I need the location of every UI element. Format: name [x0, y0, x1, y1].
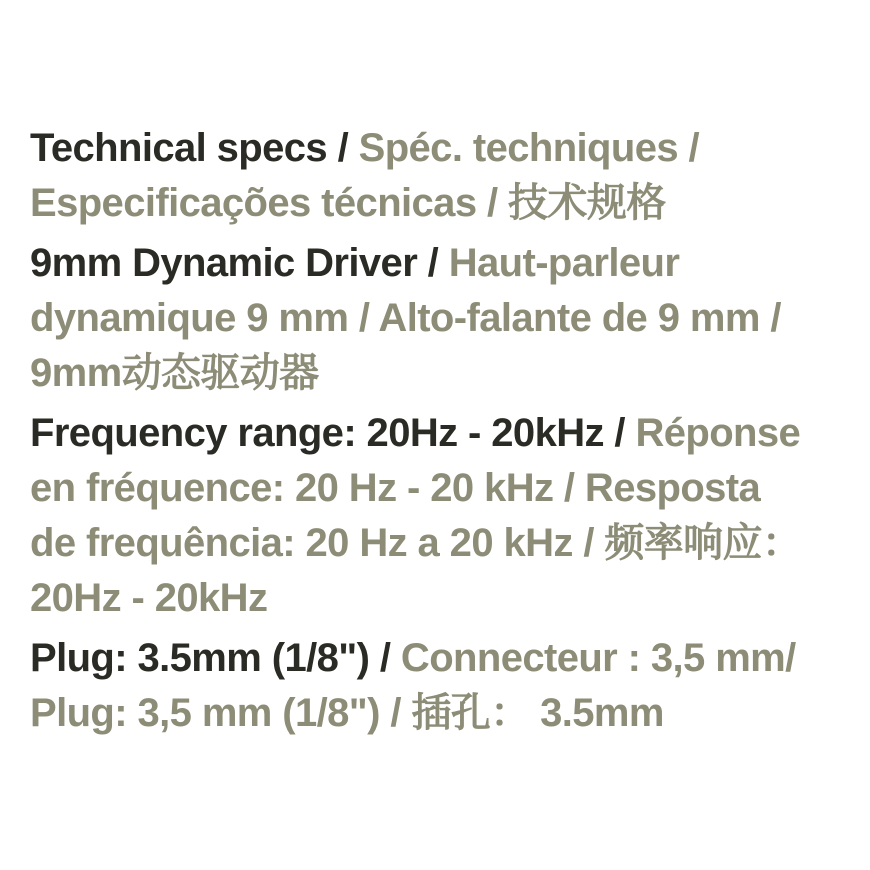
spec-line — [30, 406, 846, 461]
spec-segment-primary: Frequency range: 20Hz - 20kHz / — [30, 411, 636, 455]
spec-segment-secondary: Spéc. techniques / — [358, 126, 700, 170]
spec-segment-secondary: Especificações técnicas / 技术规格 — [30, 181, 666, 225]
spec-segment-secondary: en fréquence: 20 Hz - 20 kHz / Resposta — [30, 466, 761, 510]
spec-line — [30, 291, 846, 346]
spec-segment-secondary: Plug: 3,5 mm (1/8") / 插孔： 3.5mm — [30, 691, 664, 735]
spec-segment-primary: 9mm Dynamic Driver / — [30, 241, 449, 285]
spec-line — [30, 121, 846, 176]
spec-line — [30, 516, 846, 571]
spec-line — [30, 571, 846, 626]
spec-segment-secondary: de frequência: 20 Hz a 20 kHz / 频率响应： — [30, 521, 802, 565]
spec-segment-secondary: Haut-parleur — [448, 241, 680, 285]
spec-item-title — [30, 121, 846, 231]
spec-item-driver — [30, 236, 846, 401]
spec-line — [30, 346, 846, 401]
spec-segment-heading: Technical specs / — [30, 126, 359, 170]
spec-line — [30, 176, 846, 231]
spec-segment-primary: Plug: 3.5mm (1/8") / — [30, 636, 401, 680]
spec-segment-secondary: dynamique 9 mm / Alto-falante de 9 mm / — [30, 296, 781, 340]
spec-segment-secondary: Réponse — [635, 411, 801, 455]
spec-line — [30, 236, 846, 291]
spec-item-frequency-range — [30, 406, 846, 626]
spec-line — [30, 631, 846, 686]
spec-segment-secondary: Connecteur : 3,5 mm/ — [400, 636, 796, 680]
spec-segment-secondary: 9mm动态驱动器 — [30, 351, 319, 395]
spec-segment-secondary: 20Hz - 20kHz — [30, 576, 268, 620]
spec-sheet — [30, 121, 846, 746]
spec-item-plug — [30, 631, 846, 741]
spec-line — [30, 461, 846, 516]
spec-line — [30, 686, 846, 741]
